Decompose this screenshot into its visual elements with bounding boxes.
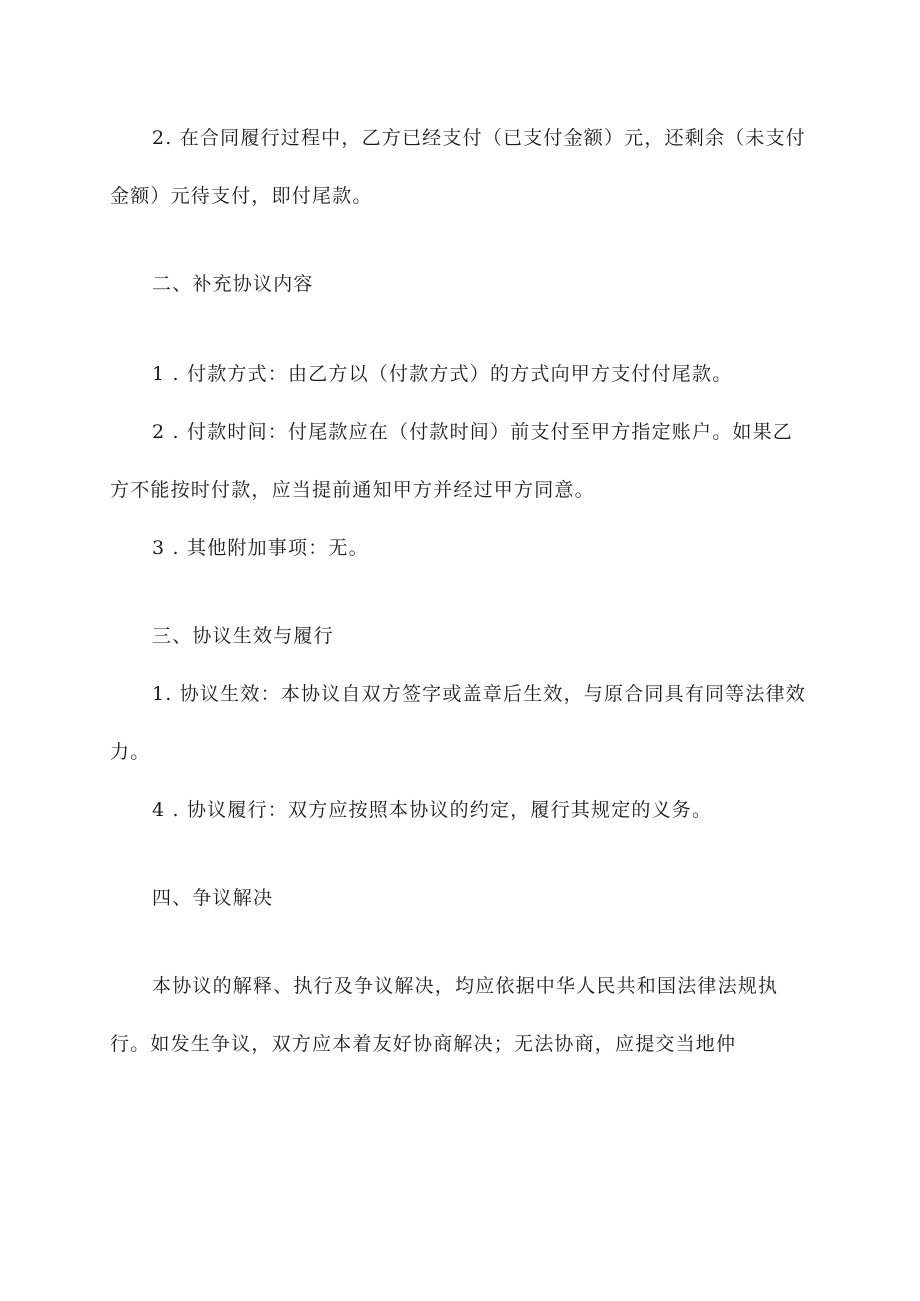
dispute-paragraph: 本协议的解释、执行及争议解决，均应依据中华人民共和国法律法规执 [152,975,779,997]
clause-payment-time: 2 . 付款时间：付尾款应在（付款时间）前支付至甲方指定账户。如果乙 [152,421,794,443]
clause-2-payment-status: 2. 在合同履行过程中，乙方已经支付（已支付金额）元，还剩余（未支付 [152,127,806,149]
section-heading-dispute: 四、争议解决 [152,887,274,909]
clause-effectiveness: 1. 协议生效：本协议自双方签字或盖章后生效，与原合同具有同等法律效 [152,683,806,705]
clause-2-payment-status-cont: 金额）元待支付，即付尾款。 [110,185,373,207]
clause-effectiveness-cont: 力。 [110,741,151,763]
dispute-paragraph-cont: 行。如发生争议，双方应本着友好协商解决；无法协商，应提交当地仲 [110,1033,737,1055]
clause-performance: 4 . 协议履行：双方应按照本协议的约定，履行其规定的义务。 [152,799,713,821]
clause-payment-time-cont: 方不能按时付款，应当提前通知甲方并经过甲方同意。 [110,479,595,501]
clause-payment-method: 1 . 付款方式：由乙方以（付款方式）的方式向甲方支付付尾款。 [152,363,733,385]
clause-other-matters: 3 . 其他附加事项：无。 [152,537,369,559]
section-heading-effect: 三、协议生效与履行 [152,625,334,647]
section-heading-supplement: 二、补充协议内容 [152,273,314,295]
